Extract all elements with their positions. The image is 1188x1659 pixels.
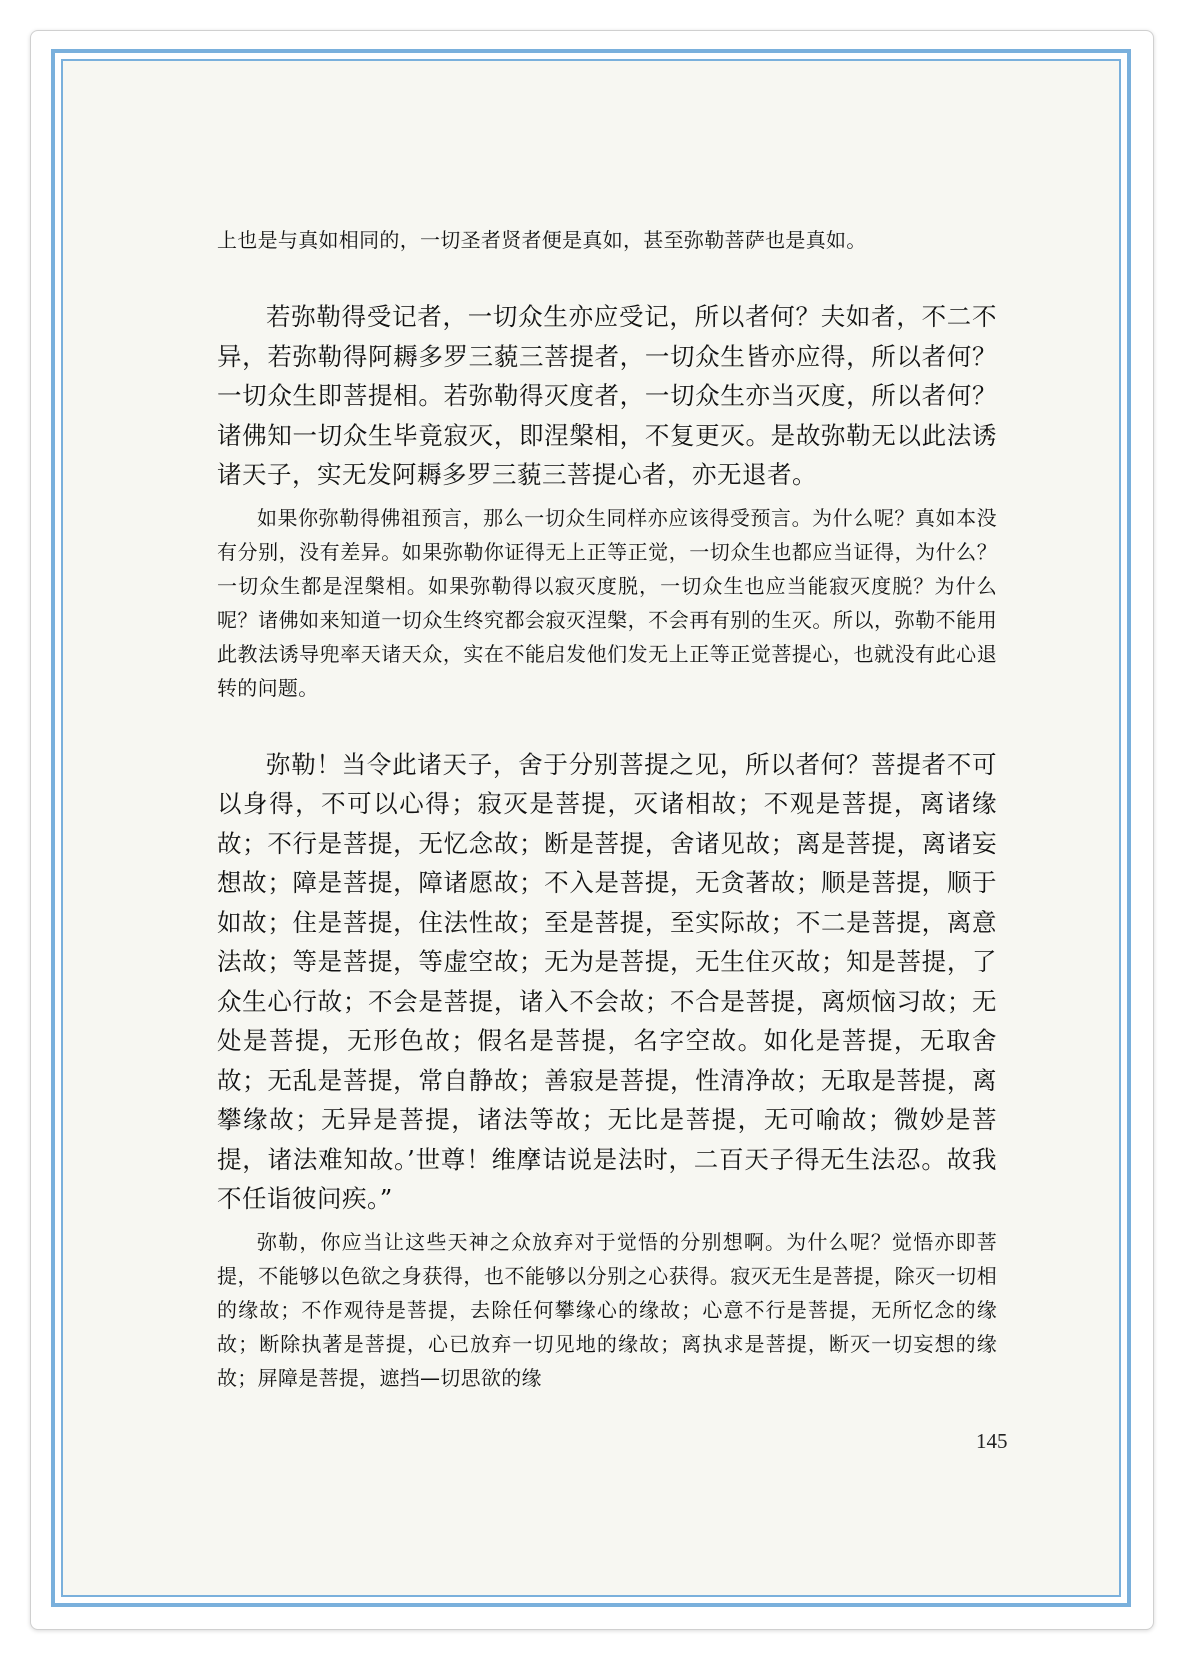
translation-paragraph-continued: 上也是与真如相同的，一切圣者贤者便是真如，甚至弥勒菩萨也是真如。 [217, 228, 867, 252]
translation-paragraph: 如果你弥勒得佛祖预言，那么一切众生同样亦应该得受预言。为什么呢？真如本没有分别，没有差异。如果弥勒你证得无上正等正觉，一切众生也都应当证得，为什么？一切众生都是涅槃相。如果弥勒得以寂灭度脱，一切众生也应当能寂灭度脱？为什么呢？诸佛如来知道一切众生终究都会寂灭涅槃，不会再有别的生灭。所以，弥勒不能用此教法诱导兜率天诸天众，实在不能启发他们发无上正等正觉菩提心，也就没有此心退转的问题。 [217, 505, 997, 700]
text-column [217, 223, 997, 1395]
translation-paragraph: 弥勒，你应当让这些天神之众放弃对于觉悟的分别想啊。为什么呢？觉悟亦即菩提，不能够以色欲之身获得，也不能够以分别之心获得。寂灭无生是菩提，除灭一切相的缘故；不作观待是菩提，去除任何攀缘心的缘故；心意不行是菩提，无所忆念的缘故；断除执著是菩提，心已放弃一切见地的缘故；离执求是菩提，断灭一切妄想的缘故；屏障是菩提，遮挡—切思欲的缘 [217, 1229, 997, 1390]
sutra-paragraph: 弥勒！当令此诸天子，舍于分别菩提之见，所以者何？菩提者不可以身得，不可以心得；寂灭是菩提，灭诸相故；不观是菩提，离诸缘故；不行是菩提，无忆念故；断是菩提，舍诸见故；离是菩提，离诸妄想故；障是菩提，障诸愿故；不入是菩提，无贪著故；顺是菩提，顺于如故；住是菩提，住法性故；至是菩提，至实际故；不二是菩提，离意法故；等是菩提，等虚空故；无为是菩提，无生住灭故；知是菩提，了众生心行故；不会是菩提，诸入不会故；不合是菩提，离烦恼习故；无处是菩提，无形色故；假名是菩提，名字空故。如化是菩提，无取舍故；无乱是菩提，常自静故；善寂是菩提，性清净故；无取是菩提，离攀缘故；无异是菩提，诸法等故；无比是菩提，无可喻故；微妙是菩提，诸法难知故。’世尊！维摩诘说是法时，二百天子得无生法忍。故我不任诣彼问疾。” [217, 749, 997, 1213]
sutra-paragraph: 若弥勒得受记者，一切众生亦应受记，所以者何？夫如者，不二不异，若弥勒得阿耨多罗三藐三菩提者，一切众生皆亦应得，所以者何？一切众生即菩提相。若弥勒得灭度者，一切众生亦当灭度，所以者何？诸佛知一切众生毕竟寂灭，即涅槃相，不复更灭。是故弥勒无以此法诱诸天子，实无发阿耨多罗三藐三菩提心者，亦无退者。 [217, 302, 997, 489]
page-border [51, 49, 1131, 1607]
page-sheet [30, 30, 1154, 1630]
page-body [61, 59, 1121, 1597]
page-number: 145 [976, 1429, 1008, 1453]
